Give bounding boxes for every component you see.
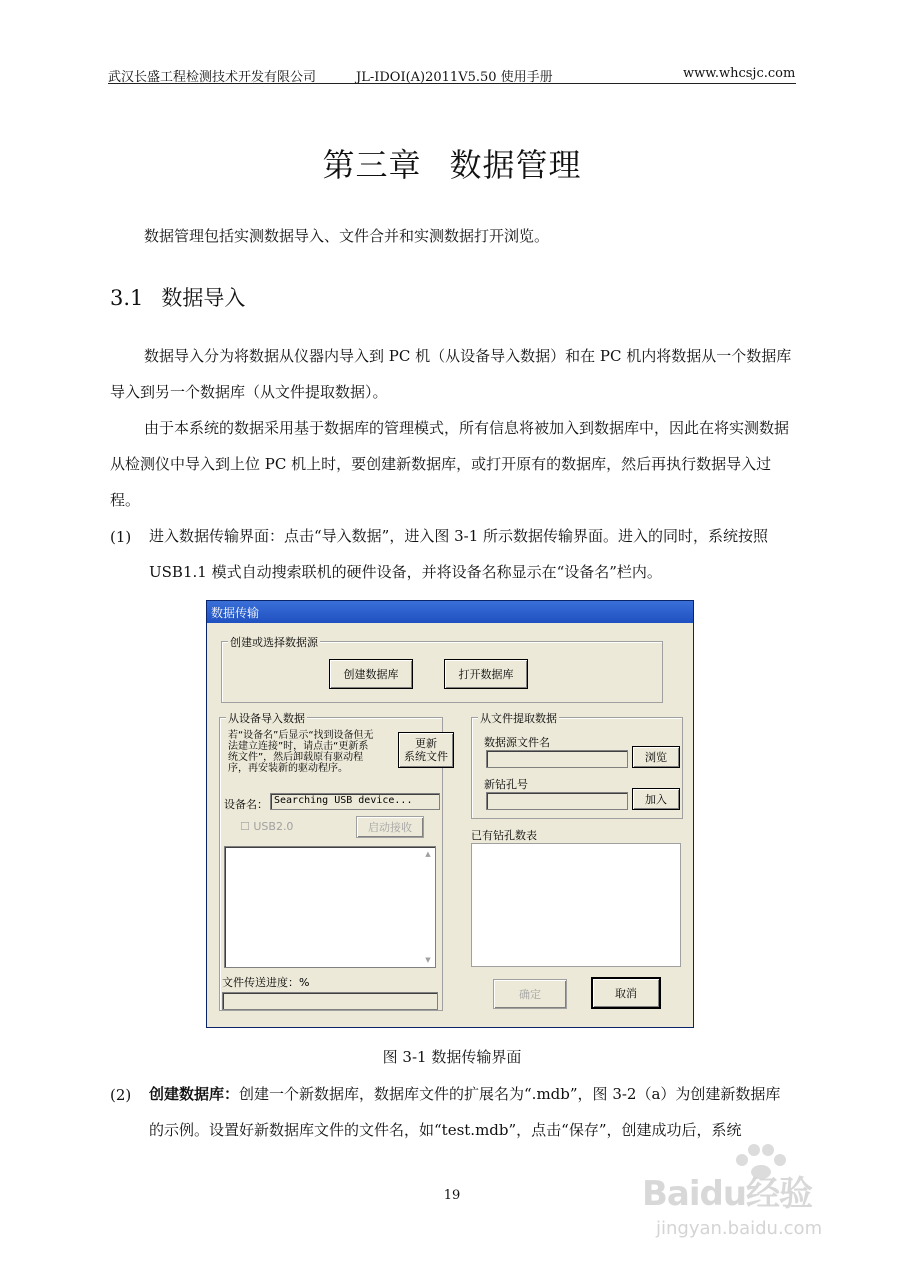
device-help-note: 若“设备名”后显示“找到设备但无法建立连接”时，请点击“更新系统文件”，然后卸载原有驱动程序，再安装新的驱动程序。 xyxy=(228,730,374,774)
group-device-import-label: 从设备导入数据 xyxy=(228,712,305,725)
section-heading xyxy=(110,282,245,312)
create-database-button[interactable]: 创建数据库 xyxy=(329,659,413,689)
chapter-label: 第三章 xyxy=(322,146,422,184)
group-create-source-label: 创建或选择数据源 xyxy=(230,636,318,649)
header-company: 武汉长盛工程检测技术开发有限公司 xyxy=(108,70,317,85)
chapter-heading xyxy=(0,140,904,186)
add-button[interactable]: 加入 xyxy=(632,788,680,810)
group-device-import xyxy=(219,712,448,1011)
intro-paragraph: 数据管理包括实测数据导入、文件合并和实测数据打开浏览。 xyxy=(144,227,550,245)
device-name-field: Searching USB device... xyxy=(270,793,440,810)
existing-holes-label: 已有钻孔数表 xyxy=(471,829,537,842)
scroll-down-arrow[interactable]: ▼ xyxy=(425,956,431,964)
item-2-text xyxy=(149,1076,795,1148)
device-name-label: 设备名： xyxy=(224,798,268,811)
section-title: 数据导入 xyxy=(161,286,246,310)
item-2-bold-term: 创建数据库： xyxy=(149,1085,240,1103)
item-1-text: 进入数据传输界面：点击“导入数据”，进入图 3-1 所示数据传输界面。进入的同时，系统按照 USB1.1 模式自动搜索联机的硬件设备，并将设备名称显示在“设备名”栏内。 xyxy=(149,527,769,581)
ok-button[interactable]: 确定 xyxy=(493,979,567,1009)
dialog-titlebar[interactable] xyxy=(207,601,693,623)
scroll-up-arrow[interactable]: ▲ xyxy=(425,850,431,858)
group-create-source xyxy=(221,636,663,703)
usb2-label: USB2.0 xyxy=(253,820,294,833)
new-hole-label: 新钻孔号 xyxy=(484,778,528,791)
transfer-progress-bar xyxy=(222,992,438,1010)
browse-button[interactable]: 浏览 xyxy=(632,746,680,768)
update-system-files-button[interactable]: 更新 系统文件 xyxy=(398,732,454,768)
chapter-title: 数据管理 xyxy=(449,146,582,184)
item-1-number: (1) xyxy=(110,528,132,546)
transfer-progress-label: 文件传送进度：% xyxy=(222,976,310,989)
item-2-number: (2) xyxy=(110,1086,132,1104)
watermark-brand: Baidu经验 xyxy=(642,1174,813,1214)
device-file-list[interactable] xyxy=(224,846,436,968)
source-file-label: 数据源文件名 xyxy=(484,736,550,749)
paragraph-1: 数据导入分为将数据从仪器内导入到 PC 机（从设备导入数据）和在 PC 机内将数据从一个数据库导入到另一个数据库（从文件提取数据）。 xyxy=(110,347,792,401)
source-file-input[interactable] xyxy=(486,750,628,768)
existing-holes-list[interactable] xyxy=(471,843,681,967)
new-hole-input[interactable] xyxy=(486,792,628,810)
usb2-checkbox[interactable]: ☐ USB2.0 xyxy=(240,820,294,833)
header-rule xyxy=(108,83,796,84)
item-2-body: 创建一个新数据库，数据库文件的扩展名为“.mdb”，图 3-2（a）为创建新数据库的示例。设置好新数据库文件的文件名，如“test.mdb”，点击“保存”，创建成功后，系统 xyxy=(149,1085,781,1139)
header-manual-title: JL-IDOI(A)2011V5.50 使用手册 xyxy=(356,70,553,85)
group-file-extract xyxy=(471,712,683,819)
data-transfer-dialog xyxy=(206,600,694,1028)
header-website[interactable]: www.whcsjc.com xyxy=(683,66,796,81)
section-number: 3.1 xyxy=(110,286,144,310)
baidu-watermark xyxy=(640,1140,880,1252)
group-file-extract-label: 从文件提取数据 xyxy=(480,712,557,725)
open-database-button[interactable]: 打开数据库 xyxy=(444,659,528,689)
dialog-title: 数据传输 xyxy=(211,606,260,620)
start-receive-button[interactable]: 启动接收 xyxy=(356,816,424,838)
paragraph-2: 由于本系统的数据采用基于数据库的管理模式，所有信息将被加入到数据库中，因此在将实测数据从检测仪中导入到上位 PC 机上时，要创建新数据库，或打开原有的数据库，然后再执行数据导入过程。 xyxy=(110,419,790,509)
figure-caption: 图 3-1 数据传输界面 xyxy=(382,1048,522,1066)
cancel-button[interactable]: 取消 xyxy=(591,977,661,1009)
watermark-url: jingyan.baidu.com xyxy=(656,1218,823,1239)
page-number: 19 xyxy=(443,1188,461,1203)
